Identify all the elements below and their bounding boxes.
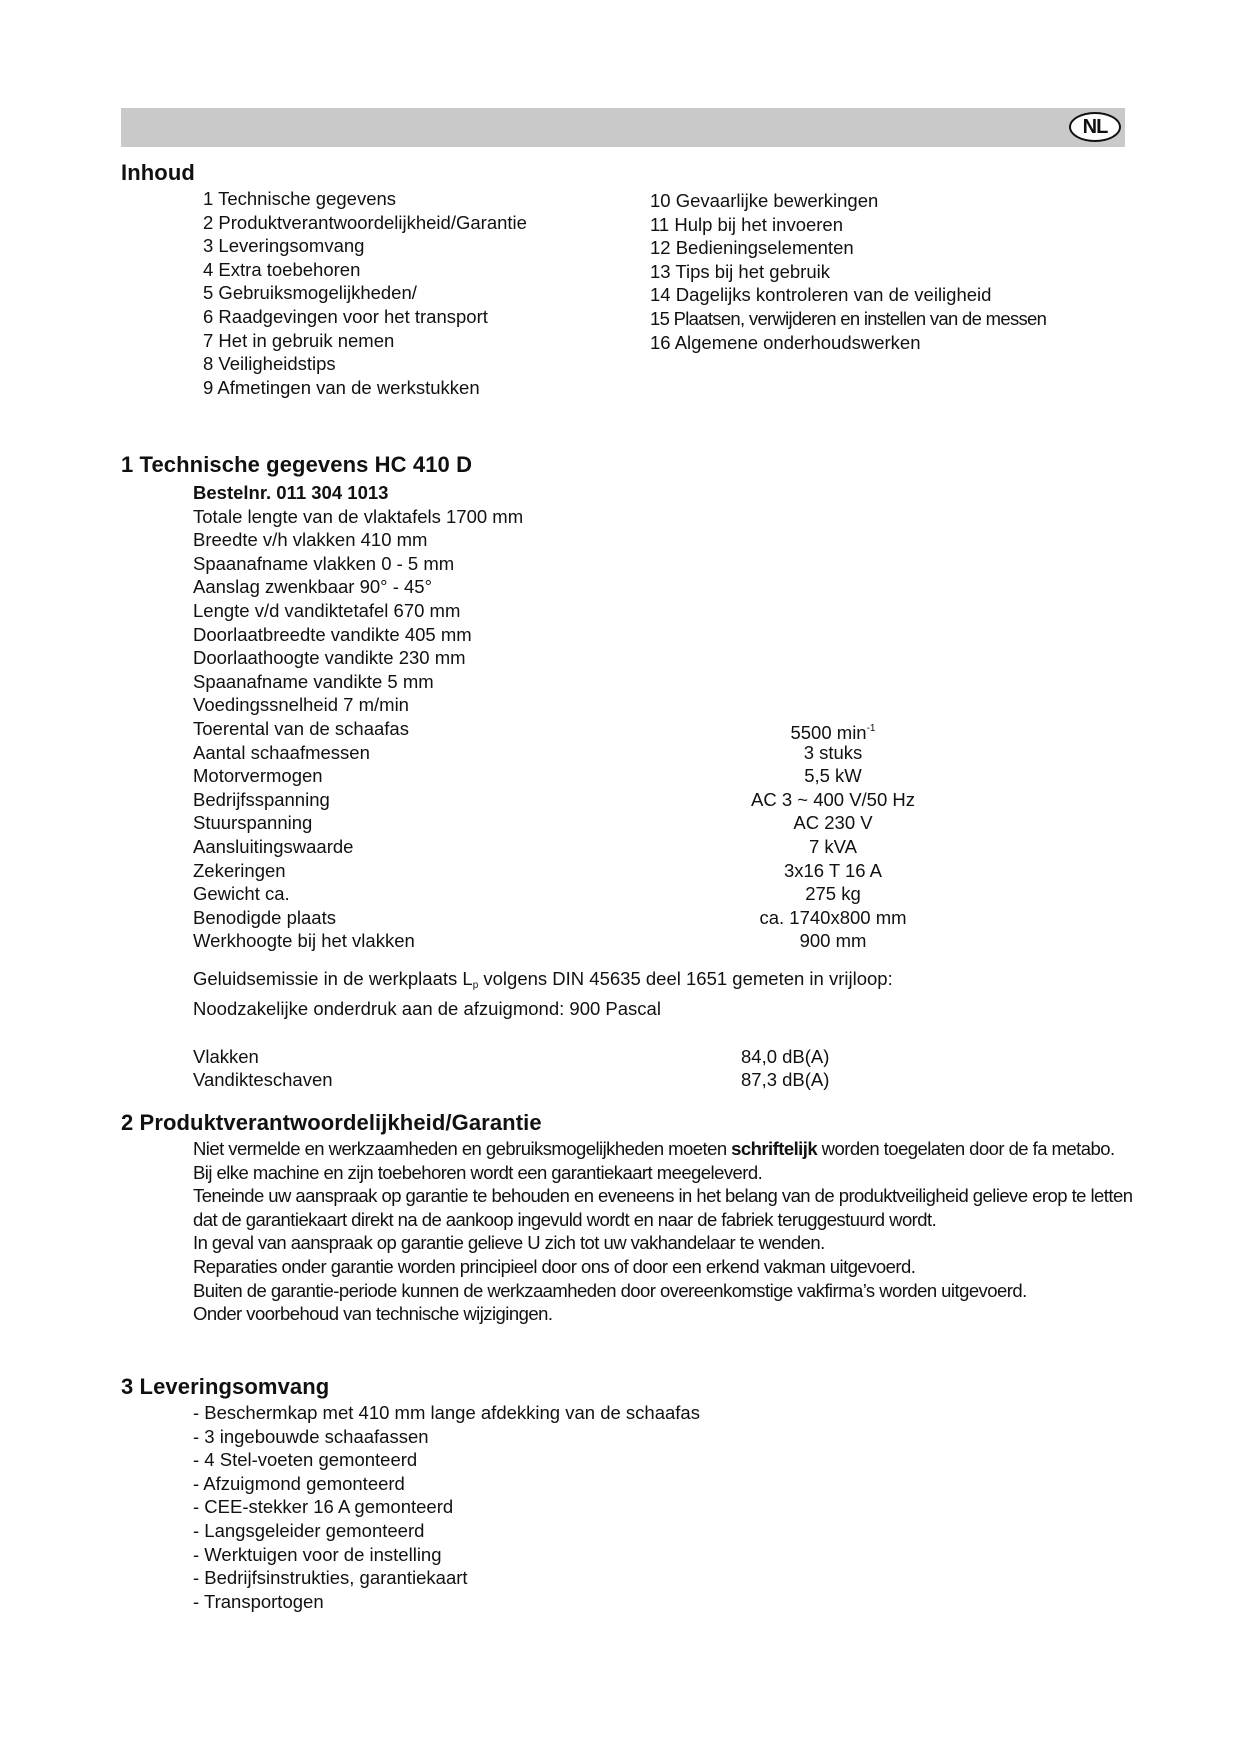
spec-row [193,859,893,883]
header-bar [121,108,1125,147]
spec-row [193,764,893,788]
spec-line: Totale lengte van de vlaktafels 1700 mm [193,505,524,527]
spec-line: Voedingssnelheid 7 m/min [193,694,409,716]
list-item: - Bedrijfsinstrukties, garantiekaart [193,1567,468,1589]
spec-row [193,929,893,953]
suction-note: Noodzakelijke onderdruk aan de afzuigmond: 900 Pascal [193,998,661,1020]
spec-row [193,906,907,930]
toc-item[interactable]: 4 Extra toebehoren [203,258,361,280]
section-1-title: 1 Technische gegevens HC 410 D [121,452,473,477]
toc-item[interactable]: 9 Afmetingen van de werkstukken [203,376,480,398]
warranty-text [193,1137,1133,1326]
noise-row [193,1045,893,1069]
list-item: - Beschermkap met 410 mm lange afdekking van de schaafas [193,1402,700,1423]
toc-item[interactable]: 7 Het in gebruik nemen [203,329,395,351]
list-item: - CEE-stekker 16 A gemonteerd [193,1496,454,1518]
spec-row [193,741,893,765]
toc-item[interactable]: 10 Gevaarlijke bewerkingen [650,190,879,211]
noise-label: Vlakken [193,1045,259,1067]
toc-item[interactable]: 12 Bedieningselementen [650,237,854,259]
spec-row [193,717,893,741]
noise-value: 87,3 dB(A) [741,1069,830,1091]
spec-label: Toerental van de schaafas [193,717,409,739]
spec-value: 5,5 kW [804,765,862,787]
noise-row [193,1068,893,1092]
toc-title: Inhoud [121,160,195,185]
paragraph: Onder voorbehoud van technische wijzigingen. [193,1303,553,1325]
spec-value: AC 3 ~ 400 V/50 Hz [750,788,916,810]
spec-row [193,882,893,906]
toc-item[interactable]: 16 Algemene onderhoudswerken [650,331,921,353]
toc-item[interactable]: 13 Tips bij het gebruik [650,260,830,282]
toc-item[interactable]: 2 Produktverantwoordelijkheid/Garantie [203,211,527,233]
paragraph: Bij elke machine en zijn toebehoren wordt een garantiekaart meegeleverd. [193,1161,763,1183]
spec-label: Werkhoogte bij het vlakken [193,930,415,952]
spec-value: 275 kg [805,883,861,905]
list-item: - Langsgeleider gemonteerd [193,1519,425,1541]
spec-line: Aanslag zwenkbaar 90° - 45° [193,576,432,598]
noise-value: 84,0 dB(A) [741,1045,830,1067]
technical-specs [193,481,916,1092]
spec-label: Stuurspanning [193,812,313,834]
spec-line: Doorlaathoogte vandikte 230 mm [193,647,466,669]
order-number: Bestelnr. 011 304 1013 [193,482,389,503]
spec-value: 5500 $\min^{-1}$ [790,721,876,743]
spec-row [193,811,893,835]
paragraph: Niet vermelde en werkzaamheden en gebruiksmogelijkheden moeten schriftelijk worden toegelaten door de fa metabo. [193,1138,1115,1159]
spec-value: 900 mm [799,930,867,952]
toc-item[interactable]: 6 Raadgevingen voor het transport [203,305,488,327]
paragraph: Reparaties onder garantie worden principieel door ons of door een erkend vakman uitgevoerd. [193,1255,916,1277]
toc-item[interactable]: 15 Plaatsen, verwijderen en instellen van de messen [650,307,1047,329]
list-item: - 3 ingebouwde schaafassen [193,1425,429,1447]
delivery-list [193,1401,700,1613]
spec-line: Doorlaatbreedte vandikte 405 mm [193,623,472,645]
list-item: - 4 Stel-voeten gemonteerd [193,1449,418,1471]
toc-item[interactable]: 5 Gebruiksmogelijkheden/ [203,282,417,304]
section-2-title: 2 Produktverantwoordelijkheid/Garantie [121,1110,542,1135]
spec-value: ca. 1740x800 mm [759,906,907,928]
toc-item[interactable]: 1 Technische gegevens [203,188,397,209]
spec-label: Benodigde plaats [193,906,336,928]
spec-value: 3 stuks [803,741,863,763]
spec-line: Lengte v/d vandiktetafel 670 mm [193,599,461,621]
paragraph: Teneinde uw aanspraak op garantie te behouden en eveneens in het belang van de produktveiligheid gelieve erop te letten dat de garantiekaart direkt na de aankoop ingevuld wordt en naar de fabriek teruggestuurd wordt. [193,1185,1133,1230]
toc-item[interactable]: 14 Dagelijks kontroleren van de veiligheid [650,284,992,306]
noise-intro: Geluidsemissie in de werkplaats $L_p$ volgens DIN 45635 deel 1651 gemeten in vrijloop: [193,967,893,991]
spec-value: 3x16 T 16 A [783,859,883,881]
section-3-title: 3 Leveringsomvang [121,1374,330,1399]
spec-label: Zekeringen [193,859,286,881]
paragraph: Buiten de garantie-periode kunnen de werkzaamheden door overeenkomstige vakfirma’s worden uitgevoerd. [193,1279,1027,1301]
toc-left-column [203,187,527,399]
spec-line: Spaanafname vandikte 5 mm [193,670,434,692]
spec-label: Gewicht ca. [193,883,290,905]
spec-value: AC 230 V [793,812,873,834]
list-item: - Transportogen [193,1590,324,1612]
spec-row [193,835,893,859]
toc-item[interactable]: 3 Leveringsomvang [203,235,365,257]
spec-row [193,788,916,812]
toc-item[interactable]: 8 Veiligheidstips [203,353,336,375]
toc-right-column [650,189,1046,354]
language-badge: NL [1069,112,1121,142]
spec-label: Bedrijfsspanning [193,788,330,810]
spec-label: Aantal schaafmessen [193,741,370,763]
noise-label: Vandikteschaven [193,1069,333,1091]
paragraph: In geval van aanspraak op garantie gelieve U zich tot uw vakhandelaar te wenden. [193,1232,825,1254]
spec-line: Spaanafname vlakken 0 - 5 mm [193,552,455,574]
spec-line: Breedte v/h vlakken 410 mm [193,529,428,551]
list-item: - Werktuigen voor de instelling [193,1543,442,1565]
spec-value: 7 kVA [809,835,857,857]
spec-label: Aansluitingswaarde [193,835,354,857]
list-item: - Afzuigmond gemonteerd [193,1472,405,1494]
toc-item[interactable]: 11 Hulp bij het invoeren [650,213,844,235]
spec-label: Motorvermogen [193,765,323,787]
